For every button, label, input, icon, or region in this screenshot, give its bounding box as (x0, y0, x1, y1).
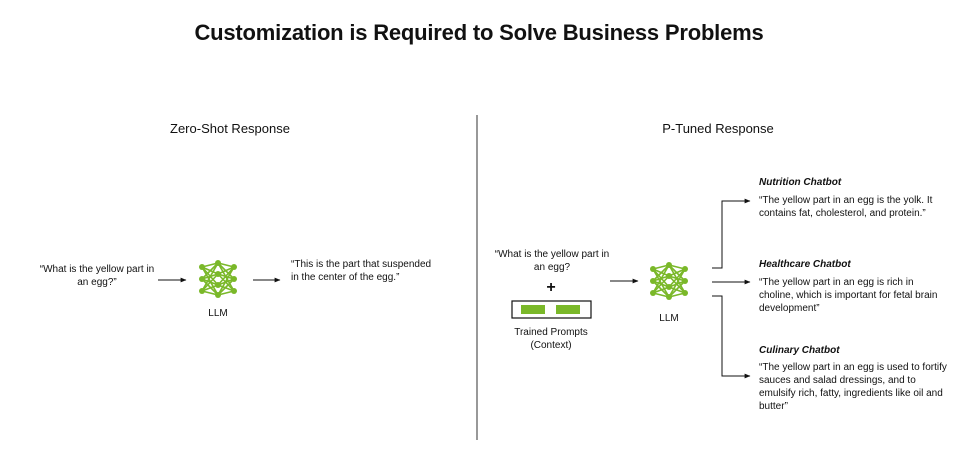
pt-neural-network-icon (650, 262, 688, 300)
branch-arrow-nutrition (712, 201, 750, 268)
zero-shot-heading: Zero-Shot Response (170, 121, 290, 136)
nutrition-chatbot-title: Nutrition Chatbot (759, 177, 842, 188)
diagram-title: Customization is Required to Solve Business Problems (194, 20, 764, 45)
zs-neural-network-icon (199, 260, 237, 298)
p-tuned-heading: P-Tuned Response (662, 121, 774, 136)
pt-model-label: LLM (659, 313, 679, 324)
zs-response: “This is the part that suspended in the center of the egg.” (291, 259, 432, 283)
branch-arrow-culinary (712, 296, 750, 376)
culinary-chatbot-title: Culinary Chatbot (759, 345, 840, 356)
prompt-token-1 (521, 305, 545, 314)
pt-question: “What is the yellow part in an egg? (494, 249, 610, 273)
nutrition-chatbot-response: “The yellow part in an egg is the yolk. It contains fat, cholesterol, and protein.” (759, 195, 933, 219)
trained-prompts-sub-label: (Context) (530, 340, 572, 351)
healthcare-chatbot-response: “The yellow part in an egg is rich in choline, which is important for fetal brain development” (759, 277, 938, 314)
plus-sign: + (546, 279, 556, 296)
culinary-chatbot-response: “The yellow part in an egg is used to fortify sauces and salad dressings, and to emulsify rich, fatty, ingredients like oil and butter” (759, 362, 947, 412)
trained-prompts-label: Trained Prompts (514, 327, 588, 338)
prompt-token-2 (556, 305, 580, 314)
zs-model-label: LLM (208, 308, 228, 319)
healthcare-chatbot-title: Healthcare Chatbot (759, 259, 851, 270)
zs-question: “What is the yellow part in an egg?” (39, 264, 155, 288)
